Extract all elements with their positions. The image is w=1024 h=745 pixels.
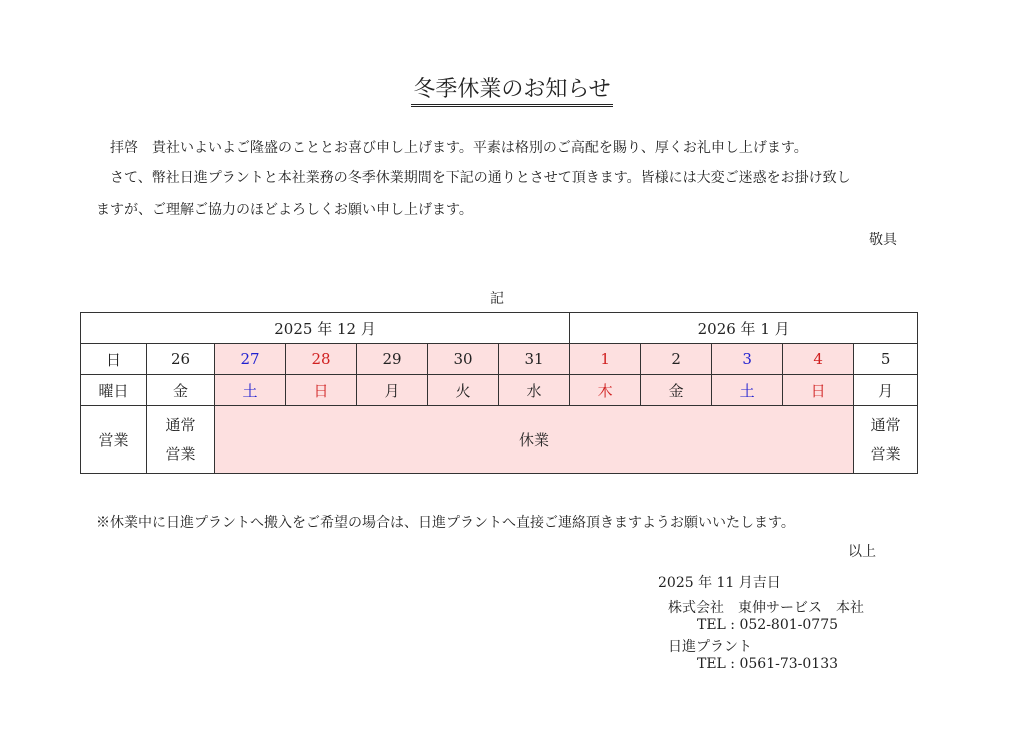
title-text: 冬季休業のお知らせ	[411, 77, 612, 107]
day-cell: 31	[499, 344, 570, 375]
day-cell: 3	[712, 344, 783, 375]
closing-text: 敬具	[869, 232, 897, 248]
company-name: 株式会社 東伸サービス 本社	[668, 600, 864, 616]
body-paragraph-cont: ますが、ご理解ご協力のほどよろしくお願い申し上げます。	[96, 202, 473, 218]
greeting-paragraph: 拝啓 貴社いよいよご隆盛のこととお喜び申し上げます。平素は格別のご高配を賜り、厚くお礼申し上げます。	[110, 140, 808, 156]
weekday-cell: 土	[215, 375, 286, 406]
body-paragraph: さて、幣社日進プラントと本社業務の冬季休業期間を下記の通りとさせて頂きます。皆様には大変ご迷惑をお掛け致し	[110, 170, 851, 186]
day-cell: 2	[641, 344, 712, 375]
day-cell: 30	[428, 344, 499, 375]
page-title	[0, 72, 1024, 103]
weekday-cell: 水	[499, 375, 570, 406]
note-text: ※休業中に日進プラントへ搬入をご希望の場合は、日進プラントへ直接ご連絡頂きますようお願いいたします。	[96, 515, 795, 531]
weekday-cell: 月	[357, 375, 428, 406]
month-header-jan: 2026 年 1 月	[570, 313, 918, 344]
status-closed: 休業	[215, 406, 854, 474]
day-cell: 28	[286, 344, 357, 375]
ijou-text: 以上	[848, 544, 876, 560]
tel-plant: TEL : 0561-73-0133	[697, 656, 839, 672]
weekday-cell: 日	[783, 375, 854, 406]
weekday-cell: 月	[854, 375, 918, 406]
status-text: 通常営業	[165, 416, 196, 463]
issue-date: 2025 年 11 月吉日	[658, 575, 781, 591]
row-label-day: 日	[81, 344, 147, 375]
ki-heading: 記	[490, 291, 504, 307]
row-label-weekday: 曜日	[81, 375, 147, 406]
status-text: 通常営業	[870, 416, 901, 463]
day-cell: 4	[783, 344, 854, 375]
weekday-cell: 金	[641, 375, 712, 406]
tel-head-office: TEL : 052-801-0775	[697, 617, 839, 633]
day-cell: 27	[215, 344, 286, 375]
day-cell: 1	[570, 344, 641, 375]
day-cell: 5	[854, 344, 918, 375]
day-cell: 26	[147, 344, 215, 375]
weekday-cell: 金	[147, 375, 215, 406]
row-label-business: 営業	[81, 406, 147, 474]
holiday-calendar-table	[80, 312, 918, 474]
weekday-cell: 土	[712, 375, 783, 406]
status-normal	[854, 406, 918, 474]
plant-name: 日進プラント	[668, 639, 752, 655]
day-cell: 29	[357, 344, 428, 375]
weekday-cell: 木	[570, 375, 641, 406]
status-normal	[147, 406, 215, 474]
month-header-dec: 2025 年 12 月	[81, 313, 570, 344]
weekday-cell: 日	[286, 375, 357, 406]
weekday-cell: 火	[428, 375, 499, 406]
